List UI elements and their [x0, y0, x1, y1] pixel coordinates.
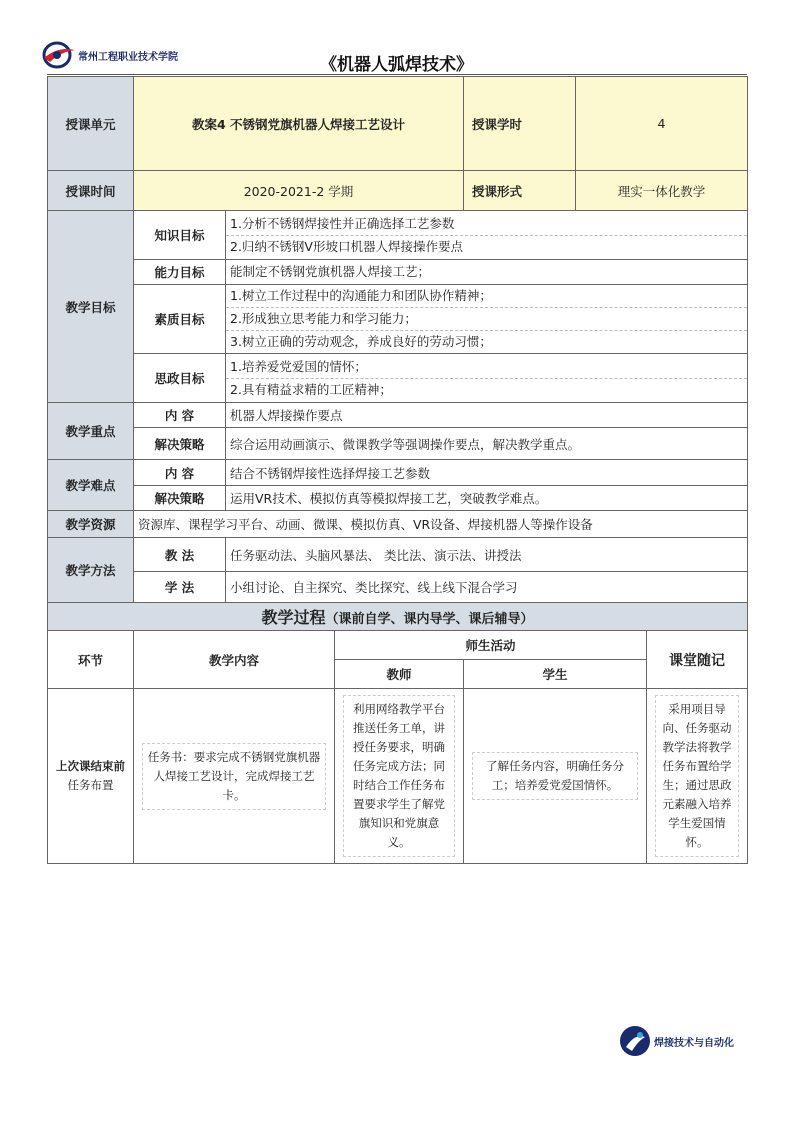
- quality-item: 2.形成独立思考能力和学习能力；: [226, 308, 747, 331]
- ideology-label: 思政目标: [134, 354, 226, 403]
- col-student-header: 学生: [464, 660, 647, 689]
- welding-emblem-icon: [618, 1023, 652, 1059]
- process-stage-subtitle: 任务布置: [67, 778, 114, 792]
- col-notes-header: 课堂随记: [647, 631, 748, 689]
- process-teacher-text: 利用网络教学平台推送任务工单，讲授任务要求，明确任务完成方法；同时结合工作任务布置要求学生了解党旗知识和党旗意义。: [343, 695, 455, 857]
- col-content-header: 教学内容: [134, 631, 335, 689]
- methods-teach-label: 教 法: [134, 538, 226, 572]
- difficulties-strategy-value: 运用VR技术、模拟仿真等模拟焊接工艺，突破教学难点。: [226, 486, 748, 511]
- hours-value: 4: [576, 77, 748, 171]
- hours-label: 授课学时: [464, 77, 576, 171]
- process-title-cell: [48, 603, 748, 631]
- process-header-row-1: [48, 631, 748, 660]
- school-name: 常州工程职业技术学院: [78, 52, 178, 63]
- methods-label: 教学方法: [48, 538, 134, 603]
- process-stage: [48, 689, 134, 864]
- key-points-content-label: 内 容: [134, 403, 226, 428]
- ability-items: [226, 260, 748, 285]
- methods-learn-row: [48, 572, 748, 603]
- form-label: 授课形式: [464, 171, 576, 211]
- methods-teach-row: [48, 538, 748, 572]
- quality-label: 素质目标: [134, 285, 226, 354]
- resources-row: [48, 511, 748, 538]
- col-stage-header: 环节: [48, 631, 134, 689]
- process-teacher: [335, 689, 464, 864]
- difficulties-content-value: 结合不锈钢焊接性选择焊接工艺参数: [226, 460, 748, 486]
- knowledge-item: 1.分析不锈钢焊接性并正确选择工艺参数: [226, 213, 747, 236]
- objective-knowledge-row: [48, 211, 748, 260]
- process-notes: [647, 689, 748, 864]
- footer-logo: [618, 1023, 768, 1059]
- key-points-content-value: 机器人焊接操作要点: [226, 403, 748, 428]
- methods-learn-value: 小组讨论、自主探究、类比探究、线上线下混合学习: [226, 572, 748, 603]
- unit-label: 授课单元: [48, 77, 134, 171]
- process-content: [134, 689, 335, 864]
- key-points-strategy-row: [48, 428, 748, 460]
- difficulties-label: 教学难点: [48, 460, 134, 511]
- lesson-plan-table: [47, 76, 748, 864]
- process-notes-text: 采用项目导向、任务驱动教学法将教学任务布置给学生；通过思政元素融入培养学生爱国情怀。: [655, 695, 739, 857]
- objective-ability-row: [48, 260, 748, 285]
- key-points-strategy-value: 综合运用动画演示、微课教学等强调操作要点，解决教学重点。: [226, 428, 748, 460]
- quality-items: [226, 285, 748, 354]
- difficulties-strategy-row: [48, 486, 748, 511]
- footer-label: 焊接技术与自动化: [654, 1038, 734, 1049]
- knowledge-items: [226, 211, 748, 260]
- objectives-label: 教学目标: [48, 211, 134, 403]
- key-points-strategy-label: 解决策略: [134, 428, 226, 460]
- resources-value: 资源库、课程学习平台、动画、微课、模拟仿真、VR设备、焊接机器人等操作设备: [134, 511, 748, 538]
- objective-quality-row: [48, 285, 748, 354]
- process-title: 教学过程: [261, 608, 326, 627]
- col-teacher-header: 教师: [335, 660, 464, 689]
- quality-item: 3.树立正确的劳动观念，养成良好的劳动习惯；: [230, 334, 492, 349]
- key-points-label: 教学重点: [48, 403, 134, 460]
- info-row-time: [48, 171, 748, 211]
- key-points-content-row: [48, 403, 748, 428]
- methods-teach-value: 任务驱动法、头脑风暴法、 类比法、演示法、讲授法: [226, 538, 748, 572]
- unit-value: 教案4 不锈钢党旗机器人焊接工艺设计: [134, 77, 464, 171]
- difficulties-strategy-label: 解决策略: [134, 486, 226, 511]
- objective-ideology-row: [48, 354, 748, 403]
- time-value: 2020-2021-2 学期: [134, 171, 464, 211]
- process-student-text: 了解任务内容，明确任务分工；培养爱党爱国情怀。: [472, 752, 638, 800]
- ideology-item: 2.具有精益求精的工匠精神；: [230, 381, 392, 397]
- form-value: 理实一体化教学: [576, 171, 748, 211]
- ideology-item: 1.培养爱党爱国的情怀；: [226, 356, 747, 379]
- methods-learn-label: 学 法: [134, 572, 226, 603]
- resources-label: 教学资源: [48, 511, 134, 538]
- info-row-unit: [48, 77, 748, 171]
- col-activity-header: 师生活动: [335, 631, 647, 660]
- process-subtitle: （课前自学、课内导学、课后辅导）: [325, 612, 534, 627]
- difficulties-content-row: [48, 460, 748, 486]
- knowledge-item: 2.归纳不锈钢V形坡口机器人焊接操作要点: [230, 238, 463, 254]
- knowledge-label: 知识目标: [134, 211, 226, 260]
- course-title: 《机器人弧焊技术》: [320, 55, 473, 75]
- header-rule: [47, 74, 747, 75]
- ideology-items: [226, 354, 748, 403]
- quality-item: 1.树立工作过程中的沟通能力和团队协作精神；: [226, 285, 747, 308]
- difficulties-content-label: 内 容: [134, 460, 226, 486]
- process-stage-title: 上次课结束前: [56, 759, 125, 773]
- process-title-row: [48, 603, 748, 631]
- process-content-text: 任务书：要求完成不锈钢党旗机器人焊接工艺设计，完成焊接工艺卡。: [142, 743, 326, 810]
- ability-item: 能制定不锈钢党旗机器人焊接工艺；: [230, 264, 431, 279]
- process-student: [464, 689, 647, 864]
- ability-label: 能力目标: [134, 260, 226, 285]
- time-label: 授课时间: [48, 171, 134, 211]
- process-row: [48, 689, 748, 864]
